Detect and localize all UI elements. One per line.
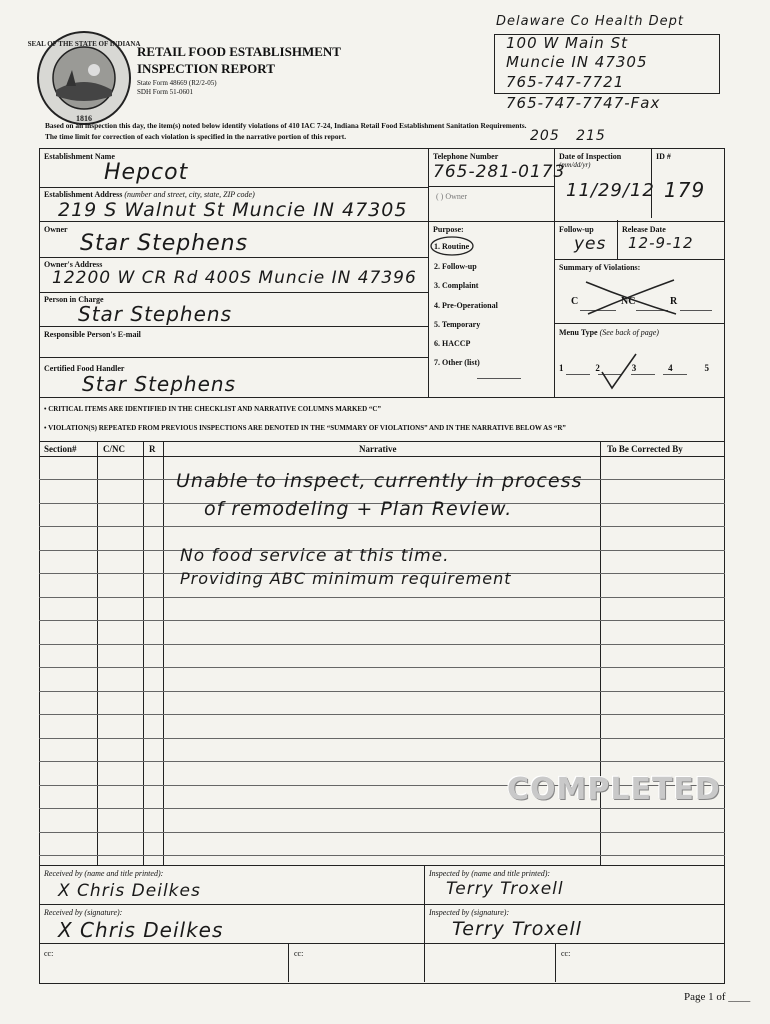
narrative-rule-line — [39, 714, 725, 715]
narrative-rule-line — [39, 597, 725, 598]
certified-food-handler-label: Certified Food Handler — [44, 364, 125, 373]
purpose-haccp[interactable]: 6. HACCP — [434, 339, 471, 348]
summary-nc: NC — [621, 296, 636, 307]
narrative-rule-line — [39, 691, 725, 692]
person-in-charge-value[interactable]: Star Stephens — [78, 302, 232, 326]
inspected-signature-label: Inspected by (signature): — [429, 908, 510, 917]
menu-option-2[interactable]: 2 — [595, 363, 600, 373]
narrative-line-1[interactable]: Unable to inspect, currently in process — [176, 470, 583, 492]
email-label: Responsible Person's E-mail — [44, 330, 141, 339]
margin-note: 205 215 — [530, 128, 606, 144]
inspected-printed-label: Inspected by (name and title printed): — [429, 869, 551, 878]
owner-checkbox[interactable]: ( ) Owner — [436, 192, 468, 201]
menu-option-3[interactable]: 3 — [631, 363, 637, 373]
col-header-cnc: C/NC — [103, 444, 125, 454]
agency-phone: 765-747-7721 — [506, 73, 625, 91]
release-date-value[interactable]: 12-9-12 — [628, 234, 694, 252]
form-title: RETAIL FOOD ESTABLISHMENT — [137, 44, 341, 59]
critical-items-note: • CRITICAL ITEMS ARE IDENTIFIED IN THE CHECKLIST AND NARRATIVE COLUMNS MARKED “C” — [44, 405, 381, 413]
telephone-value[interactable]: 765-281-0173 — [433, 162, 566, 182]
date-sub-label: (mm/dd/yr) — [559, 161, 591, 169]
menu-type-check-mark — [598, 350, 640, 392]
narrative-rule-line — [39, 644, 725, 645]
id-value[interactable]: 179 — [664, 178, 706, 202]
address-label: Establishment Address — [44, 190, 123, 199]
purpose-other[interactable]: 7. Other (list) — [434, 358, 480, 367]
agency-address-2: Muncie IN 47305 — [506, 53, 648, 71]
summary-r: R — [670, 296, 678, 307]
received-signature-value[interactable]: X Chris Deilkes — [58, 918, 224, 942]
menu-option-1[interactable]: 1 — [559, 363, 564, 373]
narrative-rule-line — [39, 620, 725, 621]
establishment-value[interactable]: Hepcot — [104, 160, 189, 185]
followup-value[interactable]: yes — [574, 234, 607, 254]
narrative-line-3[interactable]: No food service at this time. — [180, 546, 450, 566]
intro-line-2: The time limit for correction of each violation is specified in the narrative portion of this report. — [45, 132, 347, 141]
owner-value[interactable]: Star Stephens — [80, 231, 249, 256]
indiana-state-seal — [27, 30, 141, 126]
menu-option-4[interactable]: 4 — [668, 363, 673, 373]
menu-type-sub-label: (See back of page) — [599, 328, 659, 337]
summary-cross-out-mark — [580, 278, 680, 318]
cc-label-3: cc: — [561, 949, 571, 958]
agency-fax: 765-747-7747-Fax — [506, 94, 661, 112]
form-subtitle: INSPECTION REPORT — [137, 61, 275, 76]
intro-line-1: Based on an inspection this day, the item(s) noted below identify violations of 410 IAC 7-24, Indiana Retail Food Establishment Sanitation Requirements. — [45, 121, 527, 130]
agency-name: Delaware Co Health Dept — [496, 14, 685, 29]
narrative-rule-line — [39, 808, 725, 809]
purpose-pre-operational[interactable]: 4. Pre-Operational — [434, 301, 498, 310]
telephone-label: Telephone Number — [433, 152, 499, 161]
narrative-rule-line — [39, 738, 725, 739]
cc-label-2: cc: — [294, 949, 304, 958]
address-value[interactable]: 219 S Walnut St Muncie IN 47305 — [58, 199, 408, 221]
repeated-violations-note: • VIOLATION(S) REPEATED FROM PREVIOUS INSPECTIONS ARE DENOTED IN THE “SUMMARY OF VIOLATIONS” AND IN THE NARRATIVE BELOW AS “R” — [44, 424, 566, 432]
routine-circle-mark — [428, 235, 478, 257]
date-value[interactable]: 11/29/12 — [566, 180, 655, 201]
inspected-printed-value[interactable]: Terry Troxell — [446, 879, 564, 899]
col-header-r: R — [149, 444, 156, 454]
id-label: ID # — [656, 152, 671, 161]
received-printed-label: Received by (name and title printed): — [44, 869, 164, 878]
col-header-section: Section# — [44, 444, 77, 454]
person-in-charge-label: Person in Charge — [44, 295, 104, 304]
agency-address-1: 100 W Main St — [506, 34, 628, 52]
completed-stamp: COMPLETED — [507, 772, 721, 807]
owners-address-value[interactable]: 12200 W CR Rd 400S Muncie IN 47396 — [52, 268, 417, 288]
menu-type-label: Menu Type — [559, 328, 598, 337]
narrative-rule-line — [39, 526, 725, 527]
purpose-follow-up[interactable]: 2. Follow-up — [434, 262, 477, 271]
col-header-to-be-corrected: To Be Corrected By — [607, 444, 683, 454]
seal-year: 1816 — [76, 114, 92, 123]
menu-option-5[interactable]: 5 — [704, 363, 709, 373]
received-printed-value[interactable]: X Chris Deilkes — [58, 881, 201, 901]
narrative-rule-line — [39, 667, 725, 668]
followup-label: Follow-up — [559, 225, 594, 234]
owner-label: Owner — [44, 225, 68, 234]
release-date-label: Release Date — [622, 225, 666, 234]
date-label: Date of Inspection — [559, 152, 622, 161]
purpose-complaint[interactable]: 3. Complaint — [434, 281, 479, 290]
narrative-rule-line — [39, 855, 725, 856]
page-number: Page 1 of ____ — [684, 991, 751, 1003]
form-number-state: State Form 48669 (R2/2-05) — [137, 79, 217, 87]
purpose-temporary[interactable]: 5. Temporary — [434, 320, 481, 329]
cc-label-1: cc: — [44, 949, 54, 958]
address-sub-label: (number and street, city, state, ZIP code) — [124, 190, 255, 199]
narrative-rule-line — [39, 761, 725, 762]
narrative-line-2[interactable]: of remodeling + Plan Review. — [204, 498, 513, 520]
purpose-routine[interactable]: 1. Routine — [434, 242, 470, 251]
establishment-label: Establishment Name — [44, 152, 115, 161]
summary-c: C — [571, 296, 579, 307]
form-number-sdh: SDH Form 51-0601 — [137, 88, 194, 96]
inspected-signature-value[interactable]: Terry Troxell — [452, 918, 582, 940]
certified-food-handler-value[interactable]: Star Stephens — [82, 372, 236, 396]
purpose-label: Purpose: — [433, 225, 464, 234]
narrative-line-4[interactable]: Providing ABC minimum requirement — [180, 569, 512, 588]
received-signature-label: Received by (signature): — [44, 908, 123, 917]
narrative-rule-line — [39, 832, 725, 833]
seal-text: SEAL OF THE STATE OF INDIANA — [27, 40, 141, 48]
owners-address-label: Owner's Address — [44, 260, 103, 269]
col-header-narrative: Narrative — [359, 444, 397, 454]
summary-label: Summary of Violations: — [559, 263, 641, 272]
